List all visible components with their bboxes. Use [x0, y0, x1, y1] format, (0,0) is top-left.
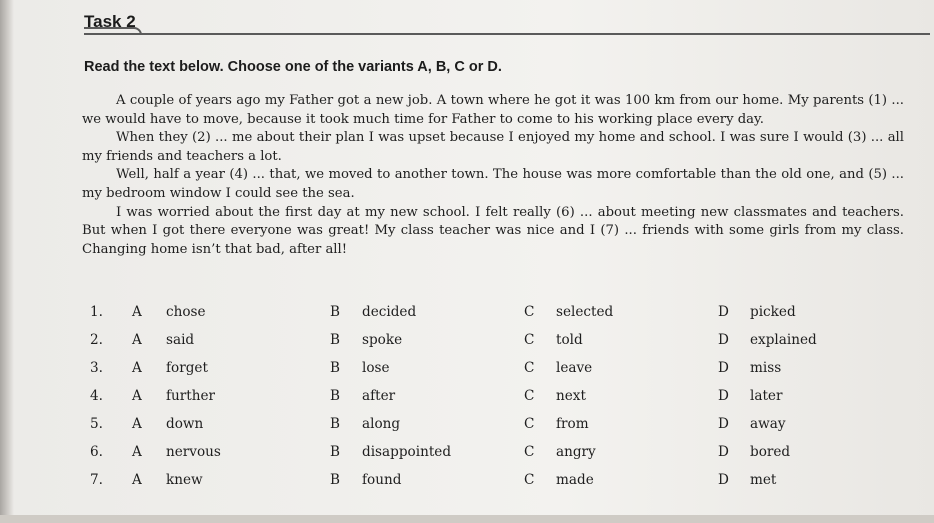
answer-row — [84, 360, 914, 388]
option-letter: C — [524, 472, 535, 488]
answer-row — [84, 416, 914, 444]
passage-paragraph: I was worried about the first day at my new school. I felt really (6) ... about meeting new classmates and teachers. But when I got there everyone was great! My class teacher was nice and I (7) ... friends with some girls from my class. Changing home isn’t that bad, after all! — [82, 204, 904, 257]
option-letter: B — [330, 416, 340, 432]
passage-paragraph: Well, half a year (4) ... that, we moved to another town. The house was more comfortable than the old one, and (5) ... my bedroom window I could see the sea. — [82, 167, 904, 201]
question-number: 4. — [90, 388, 103, 404]
option-letter: B — [330, 444, 340, 460]
question-number: 5. — [90, 416, 103, 432]
option-letter: D — [718, 360, 729, 376]
task-title: Task 2 — [84, 12, 136, 31]
option-word: further — [166, 388, 216, 404]
option-word: leave — [556, 360, 593, 376]
option-word: told — [556, 332, 583, 348]
option-word: met — [750, 472, 777, 488]
option-letter: D — [718, 472, 729, 488]
option-letter: A — [132, 472, 142, 488]
answer-row — [84, 304, 914, 332]
option-letter: D — [718, 388, 729, 404]
question-number: 7. — [90, 472, 103, 488]
option-word: spoke — [362, 332, 403, 348]
passage-paragraph: When they (2) ... me about their plan I was upset because I enjoyed my home and school. I was sure I would (3) ... all my friends and teachers a lot. — [82, 130, 904, 164]
option-letter: A — [132, 388, 142, 404]
option-word: angry — [556, 444, 596, 460]
option-word: decided — [362, 304, 417, 320]
option-letter: D — [718, 304, 729, 320]
option-word: knew — [166, 472, 203, 488]
option-word: forget — [166, 360, 208, 376]
option-letter: A — [132, 360, 142, 376]
option-word: explained — [750, 332, 817, 348]
option-letter: B — [330, 388, 340, 404]
answer-row — [84, 472, 914, 500]
option-word: lose — [362, 360, 390, 376]
option-word: next — [556, 388, 586, 404]
option-letter: D — [718, 416, 729, 432]
option-letter: C — [524, 388, 535, 404]
question-number: 3. — [90, 360, 103, 376]
option-word: later — [750, 388, 783, 404]
option-letter: D — [718, 444, 729, 460]
option-word: along — [362, 416, 401, 432]
option-letter: C — [524, 444, 535, 460]
option-letter: C — [524, 332, 535, 348]
answer-row — [84, 388, 914, 416]
option-word: selected — [556, 304, 614, 320]
option-word: said — [166, 332, 195, 348]
answer-row — [84, 444, 914, 472]
option-word: made — [556, 472, 594, 488]
option-word: from — [556, 416, 589, 432]
option-word: picked — [750, 304, 796, 320]
option-letter: B — [330, 304, 340, 320]
option-letter: B — [330, 360, 340, 376]
option-word: down — [166, 416, 204, 432]
option-letter: D — [718, 332, 729, 348]
option-word: chose — [166, 304, 206, 320]
option-word: found — [362, 472, 402, 488]
question-number: 2. — [90, 332, 103, 348]
option-letter: A — [132, 444, 142, 460]
option-word: after — [362, 388, 396, 404]
option-letter: A — [132, 332, 142, 348]
reading-passage — [82, 92, 904, 259]
option-word: nervous — [166, 444, 221, 460]
option-word: miss — [750, 360, 782, 376]
answer-row — [84, 332, 914, 360]
answer-options-table — [84, 304, 914, 500]
option-word: disappointed — [362, 444, 452, 460]
option-letter: B — [330, 332, 340, 348]
option-letter: B — [330, 472, 340, 488]
task-instruction: Read the text below. Choose one of the variants A, B, C or D. — [84, 59, 502, 75]
option-letter: C — [524, 304, 535, 320]
title-divider — [84, 33, 930, 35]
option-letter: C — [524, 416, 535, 432]
option-letter: A — [132, 304, 142, 320]
passage-paragraph: A couple of years ago my Father got a new job. A town where he got it was 100 km from our home. My parents (1) ... we would have to move, because it took much time for Father to come to his working place every day. — [82, 93, 904, 127]
option-letter: A — [132, 416, 142, 432]
question-number: 1. — [90, 304, 103, 320]
option-word: bored — [750, 444, 791, 460]
question-number: 6. — [90, 444, 103, 460]
option-word: away — [750, 416, 786, 432]
option-letter: C — [524, 360, 535, 376]
